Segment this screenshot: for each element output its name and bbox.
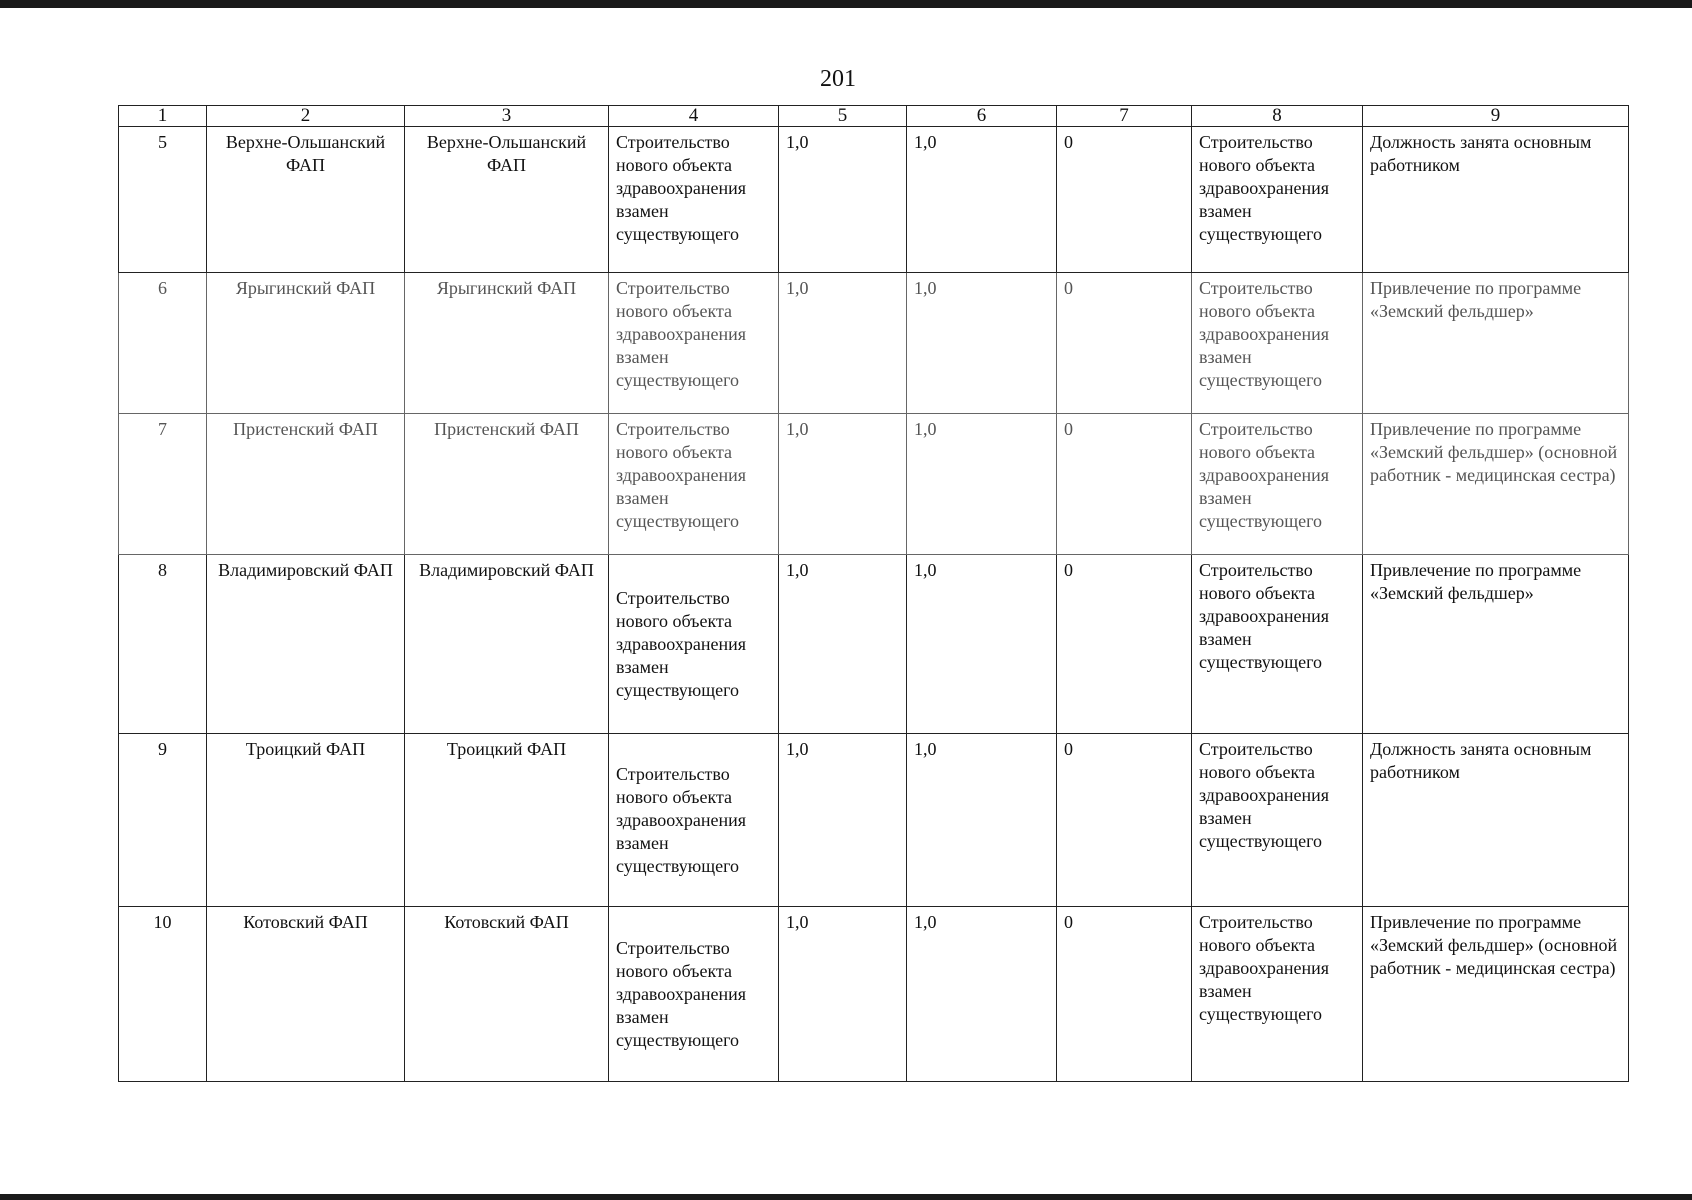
facility-name: Пристенский ФАП bbox=[207, 414, 405, 555]
value-col5: 1,0 bbox=[779, 273, 907, 414]
scan-edge-top bbox=[0, 0, 1692, 8]
facility-name: Троицкий ФАП bbox=[207, 734, 405, 907]
value-col7: 0 bbox=[1057, 734, 1192, 907]
value-col5: 1,0 bbox=[779, 734, 907, 907]
planned-action: Строительство нового объекта здравоохранения взамен существующего bbox=[609, 414, 779, 555]
row-number: 5 bbox=[119, 127, 207, 273]
column-header: 8 bbox=[1192, 106, 1363, 127]
value-col5: 1,0 bbox=[779, 555, 907, 734]
value-col6: 1,0 bbox=[907, 414, 1057, 555]
staffing-note: Должность занята основным работником bbox=[1363, 127, 1629, 273]
table-row bbox=[119, 907, 1629, 1082]
facility-name-planned: Котовский ФАП bbox=[405, 907, 609, 1082]
action-col8: Строительство нового объекта здравоохранения взамен существующего bbox=[1192, 555, 1363, 734]
column-header: 6 bbox=[907, 106, 1057, 127]
facility-name-planned: Ярыгинский ФАП bbox=[405, 273, 609, 414]
value-col7: 0 bbox=[1057, 273, 1192, 414]
table-row bbox=[119, 127, 1629, 273]
planned-action: Строительство нового объекта здравоохранения взамен существующего bbox=[609, 555, 779, 734]
table-row bbox=[119, 414, 1629, 555]
value-col6: 1,0 bbox=[907, 555, 1057, 734]
row-number: 6 bbox=[119, 273, 207, 414]
column-header: 1 bbox=[119, 106, 207, 127]
action-col8: Строительство нового объекта здравоохранения взамен существующего bbox=[1192, 734, 1363, 907]
value-col6: 1,0 bbox=[907, 273, 1057, 414]
planned-action: Строительство нового объекта здравоохранения взамен существующего bbox=[609, 127, 779, 273]
staffing-note: Привлечение по программе «Земский фельдшер» bbox=[1363, 273, 1629, 414]
staffing-note: Привлечение по программе «Земский фельдшер» bbox=[1363, 555, 1629, 734]
value-col6: 1,0 bbox=[907, 127, 1057, 273]
page-number: 201 bbox=[820, 66, 856, 92]
table-row bbox=[119, 734, 1629, 907]
value-col7: 0 bbox=[1057, 414, 1192, 555]
planned-action: Строительство нового объекта здравоохранения взамен существующего bbox=[609, 273, 779, 414]
column-header: 5 bbox=[779, 106, 907, 127]
facilities-table bbox=[118, 105, 1629, 1082]
action-col8: Строительство нового объекта здравоохранения взамен существующего bbox=[1192, 127, 1363, 273]
planned-action: Строительство нового объекта здравоохранения взамен существующего bbox=[609, 734, 779, 907]
column-header: 3 bbox=[405, 106, 609, 127]
value-col7: 0 bbox=[1057, 555, 1192, 734]
row-number: 8 bbox=[119, 555, 207, 734]
column-header: 9 bbox=[1363, 106, 1629, 127]
value-col7: 0 bbox=[1057, 127, 1192, 273]
staffing-note: Привлечение по программе «Земский фельдшер» (основной работник - медицинская сестра) bbox=[1363, 414, 1629, 555]
row-number: 7 bbox=[119, 414, 207, 555]
column-header: 4 bbox=[609, 106, 779, 127]
value-col7: 0 bbox=[1057, 907, 1192, 1082]
planned-action: Строительство нового объекта здравоохранения взамен существующего bbox=[609, 907, 779, 1082]
facility-name: Верхне-Ольшанский ФАП bbox=[207, 127, 405, 273]
facility-name: Ярыгинский ФАП bbox=[207, 273, 405, 414]
facility-name-planned: Троицкий ФАП bbox=[405, 734, 609, 907]
row-number: 10 bbox=[119, 907, 207, 1082]
value-col6: 1,0 bbox=[907, 907, 1057, 1082]
staffing-note: Должность занята основным работником bbox=[1363, 734, 1629, 907]
value-col6: 1,0 bbox=[907, 734, 1057, 907]
staffing-note: Привлечение по программе «Земский фельдшер» (основной работник - медицинская сестра) bbox=[1363, 907, 1629, 1082]
row-number: 9 bbox=[119, 734, 207, 907]
column-header: 2 bbox=[207, 106, 405, 127]
column-header: 7 bbox=[1057, 106, 1192, 127]
action-col8: Строительство нового объекта здравоохранения взамен существующего bbox=[1192, 907, 1363, 1082]
facility-name: Владимировский ФАП bbox=[207, 555, 405, 734]
table-row bbox=[119, 555, 1629, 734]
action-col8: Строительство нового объекта здравоохранения взамен существующего bbox=[1192, 273, 1363, 414]
facility-name-planned: Верхне-Ольшанский ФАП bbox=[405, 127, 609, 273]
scan-edge-bottom bbox=[0, 1194, 1692, 1200]
facility-name: Котовский ФАП bbox=[207, 907, 405, 1082]
facility-name-planned: Пристенский ФАП bbox=[405, 414, 609, 555]
value-col5: 1,0 bbox=[779, 127, 907, 273]
table-header-row bbox=[119, 106, 1629, 127]
facility-name-planned: Владимировский ФАП bbox=[405, 555, 609, 734]
value-col5: 1,0 bbox=[779, 414, 907, 555]
action-col8: Строительство нового объекта здравоохранения взамен существующего bbox=[1192, 414, 1363, 555]
table-row bbox=[119, 273, 1629, 414]
value-col5: 1,0 bbox=[779, 907, 907, 1082]
